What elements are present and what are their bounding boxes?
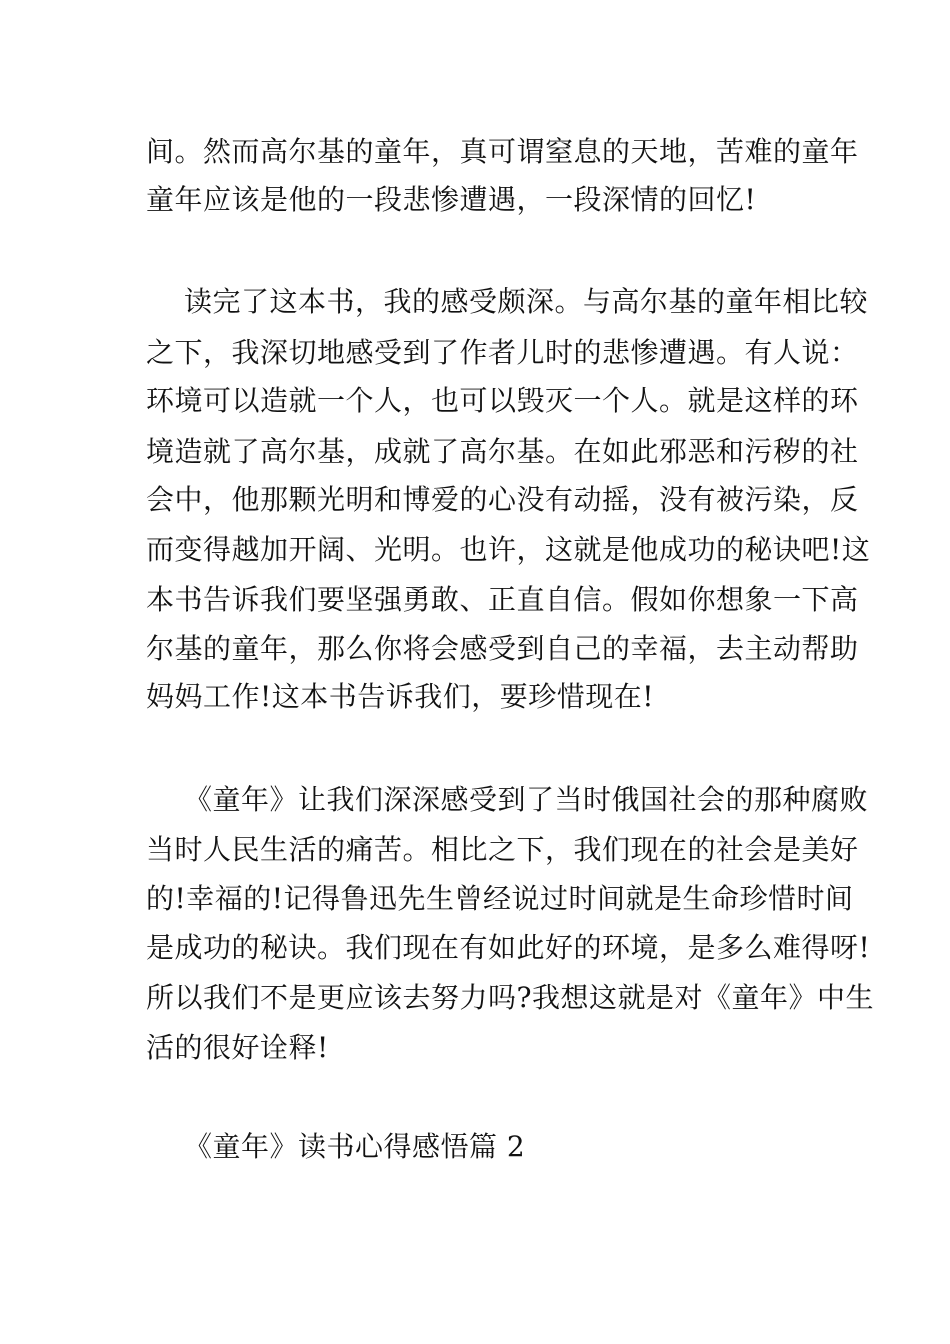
paragraph-2-line-9: 妈妈工作!这本书告诉我们，要珍惜现在! [146, 680, 655, 713]
paragraph-2-line-6: 而变得越加开阔、光明。也许，这就是他成功的秘诀吧!这 [146, 533, 871, 566]
paragraph-1-line-1: 间。然而高尔基的童年，真可谓窒息的天地，苦难的童年 [146, 135, 859, 168]
paragraph-2-line-7: 本书告诉我们要坚强勇敢、正直自信。假如你想象一下高 [146, 583, 859, 616]
paragraph-3-line-6: 活的很好诠释! [146, 1031, 329, 1064]
paragraph-3-line-2: 当时人民生活的痛苦。相比之下，我们现在的社会是美好 [146, 833, 859, 866]
paragraph-2-line-3: 环境可以造就一个人，也可以毁灭一个人。就是这样的环 [146, 384, 859, 417]
paragraph-2-line-1: 读完了这本书，我的感受颇深。与高尔基的童年相比较 [184, 285, 869, 318]
paragraph-2-line-4: 境造就了高尔基，成就了高尔基。在如此邪恶和污秽的社 [146, 435, 859, 468]
paragraph-2-line-2: 之下，我深切地感受到了作者儿时的悲惨遭遇。有人说： [146, 336, 859, 369]
section-heading: 《童年》读书心得感悟篇 2 [184, 1130, 526, 1163]
paragraph-3-line-4: 是成功的秘诀。我们现在有如此好的环境，是多么难得呀! [146, 931, 871, 964]
paragraph-3-line-5: 所以我们不是更应该去努力吗?我想这就是对《童年》中生 [146, 981, 875, 1014]
paragraph-3-line-1: 《童年》让我们深深感受到了当时俄国社会的那种腐败 [184, 783, 869, 816]
paragraph-2-line-8: 尔基的童年，那么你将会感受到自己的幸福，去主动帮助 [146, 632, 859, 665]
paragraph-2-line-5: 会中，他那颗光明和博爱的心没有动摇，没有被污染，反 [146, 483, 859, 516]
paragraph-3-line-3: 的!幸福的!记得鲁迅先生曾经说过时间就是生命珍惜时间 [146, 882, 854, 915]
paragraph-1-line-2: 童年应该是他的一段悲惨遭遇，一段深情的回忆! [146, 183, 757, 216]
